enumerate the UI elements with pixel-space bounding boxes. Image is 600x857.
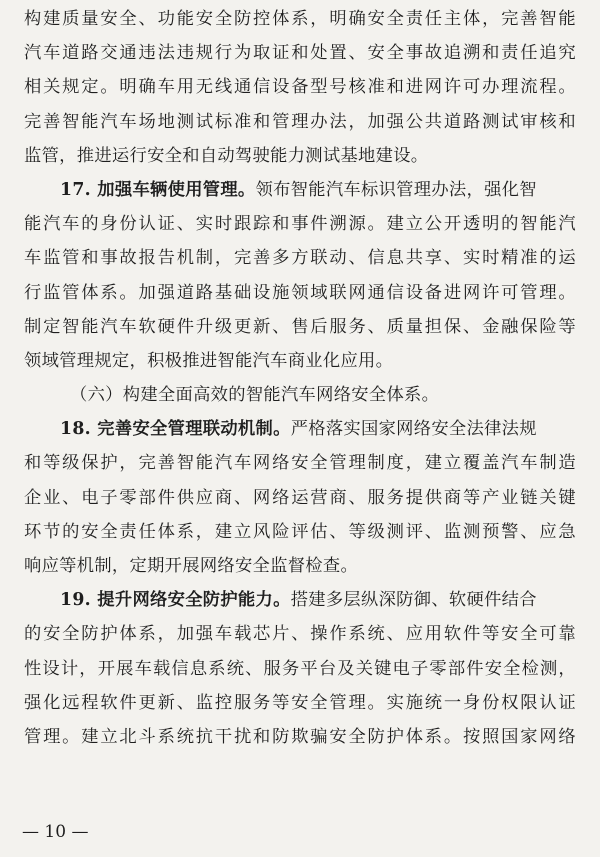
text-line bbox=[24, 310, 576, 344]
line-text: 性设计，开展车载信息系统、服务平台及关键电子零部件安全检测， bbox=[24, 658, 576, 679]
text-line bbox=[24, 617, 576, 651]
line-text: 的安全防护体系，加强车载芯片、操作系统、应用软件等安全可靠 bbox=[24, 624, 576, 645]
line-text: 构建质量安全、功能安全防控体系，明确安全责任主体，完善智能 bbox=[24, 9, 576, 29]
line-text: 相关规定。明确车用无线通信设备型号核准和进网许可办理流程。 bbox=[24, 77, 576, 98]
line-text: 严格落实国家网络安全法律法规 bbox=[290, 419, 537, 440]
line-text: 领布智能汽车标识管理办法，强化智 bbox=[255, 179, 537, 200]
line-text: 管理。建立北斗系统抗干扰和防欺骗安全防护体系。按照国家网络 bbox=[24, 726, 576, 747]
line-text: 和等级保护，完善智能汽车网络安全管理制度，建立覆盖汽车制造 bbox=[24, 453, 576, 474]
text-line bbox=[24, 446, 576, 480]
text-line bbox=[24, 241, 576, 275]
text-line bbox=[24, 549, 576, 583]
line-text: 强化远程软件更新、监控服务等安全管理。实施统一身份权限认证 bbox=[24, 692, 576, 713]
article-heading: 17. 加强车辆使用管理。 bbox=[60, 179, 256, 200]
text-line bbox=[24, 36, 576, 70]
text-line bbox=[24, 344, 576, 378]
line-text: （六）构建全面高效的智能汽车网络安全体系。 bbox=[70, 385, 440, 406]
line-text: 车监管和事故报告机制，完善多方联动、信息共享、实时精准的运 bbox=[24, 248, 576, 269]
line-text: 环节的安全责任体系，建立风险评估、等级测评、监测预警、应急 bbox=[24, 521, 576, 542]
article-heading: 18. 完善安全管理联动机制。 bbox=[60, 419, 291, 440]
text-line bbox=[24, 207, 576, 241]
line-text: 制定智能汽车软硬件升级更新、售后服务、质量担保、金融保险等 bbox=[24, 316, 576, 337]
page-number: — 10 — bbox=[22, 822, 89, 842]
line-text: 搭建多层纵深防御、软硬件结合 bbox=[290, 590, 537, 611]
line-text: 能汽车的身份认证、实时跟踪和事件溯源。建立公开透明的智能汽 bbox=[24, 214, 576, 235]
text-line bbox=[24, 652, 576, 686]
text-line bbox=[24, 412, 576, 446]
line-text: 行监管体系。加强道路基础设施领域联网通信设备进网许可管理。 bbox=[24, 282, 576, 303]
line-text: 领域管理规定，积极推进智能汽车商业化应用。 bbox=[24, 350, 394, 371]
document-body bbox=[24, 2, 576, 754]
line-text: 企业、电子零部件供应商、网络运营商、服务提供商等产业链关键 bbox=[24, 487, 576, 508]
text-line bbox=[24, 105, 576, 139]
line-text: 响应等机制，定期开展网络安全监督检查。 bbox=[24, 556, 359, 576]
line-text: 完善智能汽车场地测试标准和管理办法，加强公共道路测试审核和 bbox=[24, 111, 576, 132]
text-line bbox=[24, 139, 576, 173]
text-line bbox=[24, 276, 576, 310]
text-line bbox=[24, 686, 576, 720]
text-line bbox=[24, 720, 576, 754]
line-text: 汽车道路交通违法违规行为取证和处置、安全事故追溯和责任追究 bbox=[24, 43, 576, 64]
text-line bbox=[24, 2, 576, 36]
article-heading: 19. 提升网络安全防护能力。 bbox=[60, 590, 291, 611]
text-line bbox=[24, 583, 576, 617]
line-text: 监管，推进运行安全和自动驾驶能力测试基地建设。 bbox=[24, 145, 429, 166]
text-line bbox=[24, 481, 576, 515]
text-line bbox=[24, 378, 576, 412]
text-line bbox=[24, 515, 576, 549]
text-line bbox=[24, 70, 576, 104]
text-line bbox=[24, 173, 576, 207]
